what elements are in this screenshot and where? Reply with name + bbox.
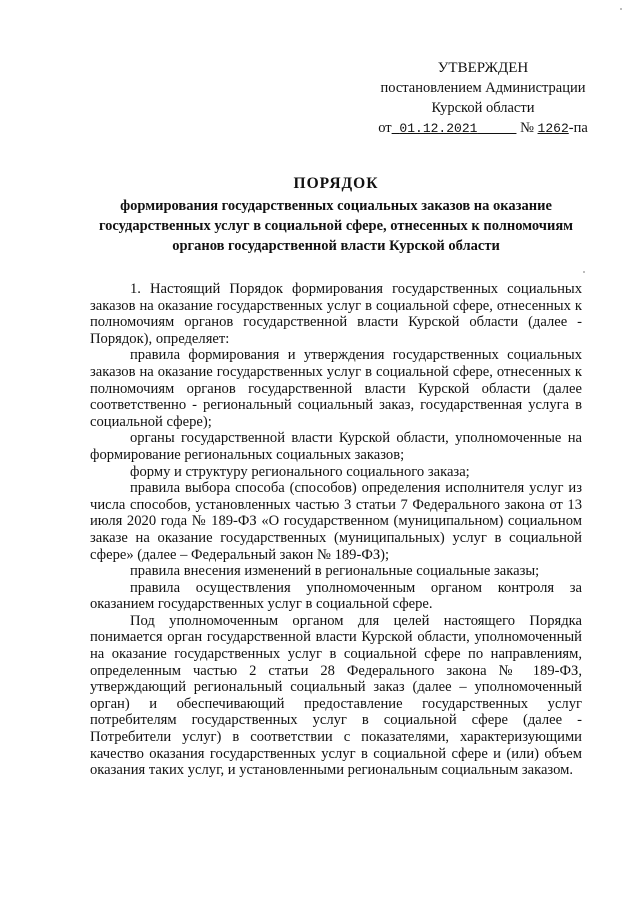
paragraph: Под уполномоченным органом для целей настоящего Порядка понимается орган государственной власти Курской области, уполномоченный на оказание государственных услуг в социальной сфере по направлениям, определенным частью 2 статьи 28 Федерального закона № 189-ФЗ, утверждающий региональный социальный заказ (далее – уполномоченный орган) и обеспечивающий предоставление государственных услуг потребителям государственных услуг в социальной сфере (далее - Потребители услуг) в соответствии с показателями, характеризующими качество оказания государственных услуг в социальной сфере и (или) объем оказания таких услуг, и установленными региональным социальным заказом. xyxy=(90,612,582,779)
approval-number-suffix: -па xyxy=(568,120,588,136)
document-title: ПОРЯДОК xyxy=(293,175,379,192)
paragraph: правила выбора способа (способов) определения исполнителя услуг из числа способов, установленных частью 3 статьи 7 Федерального закона от 13 июля 2020 года № 189-ФЗ «О государственном (муниципальном) социальном заказе на оказание государственных (муниципальных) услуг в социальной сфере» (далее – Федеральный закон № 189-ФЗ); xyxy=(90,480,582,563)
approval-heading: УТВЕРЖДЕН xyxy=(437,60,529,76)
paragraph: правила осуществления уполномоченным органом контроля за оказанием государственных услуг в социальной сфере. xyxy=(90,579,582,613)
paragraph: 1. Настоящий Порядок формирования государственных социальных заказов на оказание государственных услуг в социальной сфере, отнесенных к полномочиям органов государственной власти Курской области (далее - Порядок), определяет: xyxy=(90,281,582,347)
document-title-block xyxy=(86,174,586,256)
approval-from-label: от xyxy=(378,120,392,136)
document-body xyxy=(90,281,582,779)
approval-stamp xyxy=(368,58,598,139)
paragraph: органы государственной власти Курской области, уполномоченные на формирование региональных социальных заказов; xyxy=(90,430,582,463)
document-subtitle: формирования государственных социальных заказов на оказание государственных услуг в социальной сфере, отнесенных к полномочиям органов государственной власти Курской области xyxy=(98,198,574,254)
approval-number: 1262 xyxy=(537,121,569,136)
approval-region-line: Курской области xyxy=(431,100,535,116)
paragraph: форму и структуру регионального социального заказа; xyxy=(130,463,470,480)
scan-speck xyxy=(583,271,585,273)
approval-date-number-line xyxy=(368,118,598,139)
scan-speck xyxy=(620,8,622,10)
paragraph: правила формирования и утверждения государственных социальных заказов на оказание государственных услуг в социальной сфере, отнесенных к полномочиям органов государственной власти Курской области (далее соответственно - региональный социальный заказ, государственная услуга в социальной сфере); xyxy=(90,347,582,430)
paragraph: правила внесения изменений в региональные социальные заказы; xyxy=(130,563,540,580)
approval-date: 01.12.2021 xyxy=(399,121,478,136)
approval-resolution-line: постановлением Администрации xyxy=(380,80,586,96)
approval-number-sign: № xyxy=(520,120,534,136)
